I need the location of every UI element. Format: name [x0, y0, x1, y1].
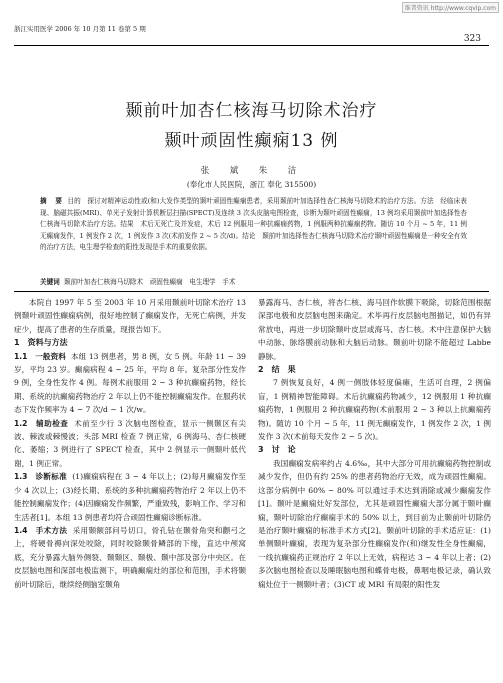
- subsection-1-2-text: 术前至少行 3 次脑电图检查，显示一侧颞区有尖波、棘波或棘慢波；头部 MRI 检查 7 例正常，6 例海马、杏仁核硬化、萎缩；3 例进行了 SPECT 检查，其中 2 例显示一侧颞叶低代谢，1 例正常。: [14, 418, 246, 468]
- subsection-1-1-text: 本组 13 例患者，男 8 例，女 5 例。年龄 11 ~ 39 岁，平均 23 岁。癫痫病程 4 ~ 25 年，平均 8 年。复杂部分性发作 9 例，全身性发作 4 例。每例术前服用 2 ~ 3 种抗癫痫药物，经长期、系统的抗癫痫药物治疗 2 年以上仍不能控制癫痫发作。在服药状态下发作频率为 4 ~ 7 次/d ~ 1 次/w。: [14, 351, 247, 415]
- intro-paragraph: 本院自 1997 年 5 至 2003 年 10 月采用颞前叶切除术治疗 13 例颞叶顽固性癫痫病例，很好地控制了癫痫发作，无死亡病例，并发症少，提高了患者的生存质量，现报告如下。: [14, 298, 246, 334]
- subsection-1-2: [14, 417, 246, 471]
- section-rule: [14, 291, 489, 292]
- affiliation: (奉化市人民医院，浙江 奉化 315500): [186, 180, 317, 189]
- subsection-1-4-text: 采用颞额部问号切口，骨孔钻在颞骨角突和颧弓之上，将硬骨褥向深处咬除，同时咬除颞骨鳞部的下缘，直达中颅窝底，充分暴露大脑外侧裂、颞颞区、颞极、颞中部及部分中央区。在皮层脑电图和深部电极监测下，明确癫痫灶的部位和范围，手术将颞前叶切除后，继续经侧脑室颞角: [14, 525, 247, 589]
- authors: 张 斌 朱 洁: [200, 166, 303, 176]
- subsection-1-3-title: 1.3 诊断标准: [14, 472, 67, 482]
- continued-paragraph: 暴露海马、杏仁核，将杏仁核、海马回作软膜下吸除，切除范围根据深部电极和皮层脑电图来确定。术毕再行皮层脑电图描记，如仍有异常放电，再进一步切除颞叶皮层或海马、杏仁核。术中注意保护大脑中动脉、脉络膜前动脉和大脑后动脉。颞前叶切除不能超过 Labbe 静脉。: [258, 298, 491, 361]
- header-rule: [14, 45, 489, 46]
- subsection-1-3-text: (1)癫痫病程在 3 ~ 4 年以上；(2)每月癫痫发作至少 4 次以上；(3)经长期、系统的多种抗癫痫药物治疗 2 年以上仍不能控制癫痫发作；(4)因癫痫发作频繁，严重致残，影响工作、学习和生活者[1]。本组 13 例患者均符合顽固性癫痫诊断标准。: [14, 472, 247, 522]
- keywords: [40, 277, 467, 288]
- subsection-1-4: [14, 524, 246, 591]
- title-line-1: 颞前叶加杏仁核海马切除术治疗: [125, 101, 378, 121]
- subsection-1-2-title: 1.2 辅助检查: [14, 418, 69, 428]
- title-line-2: 颞叶顽固性癫痫13 例: [164, 131, 339, 151]
- subsection-1-1: [14, 350, 246, 417]
- section-2-heading: 2 结 果: [258, 365, 296, 375]
- abstract: [40, 196, 467, 254]
- subsection-1-1-title: 1.1 一般资料: [14, 351, 66, 361]
- keywords-text: 颞前叶加杏仁核海马切除术 顽固性癫痫 电生理学 手术: [63, 278, 236, 286]
- keywords-label: 关键词: [40, 278, 60, 286]
- discussion-paragraph: 我国癫痫发病率约占 4.6‰，其中大部分可用抗癫痫药物控制或减少发作，但仍有约 25% 的患者药物治疗无效，成为顽固性癫痫。这部分病例中 60% ~ 80% 可以通过手术达到消除或减少癫痫发作[1]。颞叶是癫痫灶好发部位，尤其是顽固性癫痫大部分属于颞叶癫痫，颞叶切除治疗癫痫手术的 50% 以上，到目前为止颞前叶切除仍是治疗颞叶癫痫的标准手术方式[2]。颞前叶切除的手术适应证：(1)单侧颞叶癫痫，表现为复杂部分性癫痫发作(和)继发性全身性癫痫，一线抗癫痫药正规治疗 2 年以上无效，病程达 3 ~ 4 年以上者；(2)多次脑电图检查以及睡眠脑电图和蝶骨电极，鼻咽电极记录，确认致痫灶位于一侧颞叶者；(3)CT 或 MRI 有局限的阳性发: [258, 458, 491, 589]
- abstract-text: 目的 探讨对精神运动性或(和)大发作类型的颞叶顽固性癫痫患者，采用颞前叶加选择性杏仁核海马切除术的治疗方法。方法 经临床表现、脑磁共振(MRI)、单光子发射计算机断层扫描(SPECT)及连续 3 次头皮脑电图检查，诊断为颞叶顽固性癫痫，13 例均采用颞前叶加选择性杏仁核海马切除术治疗方法。结果 术后无死亡及并发症，术后 12 例服用一种抗癫痫药物，1 例服两种抗癫痫药物。随访 10 个月 ~ 5 年，11 例无癫痫发作，1 例发作 2 次，1 例发作 3 次(术前发作 2 ~ 5 次/d)。结论 颞前叶加选择性杏仁核海马切除术治疗颞叶顽固性癫痫是一种安全有效的治疗方法，电生理学检查的阳性发现是手术的重要依据。: [40, 197, 467, 252]
- section-3-heading: 3 讨 论: [258, 445, 296, 455]
- left-column: [14, 296, 246, 591]
- abstract-label: 摘 要: [40, 197, 64, 205]
- results-paragraph: 7 例恢复良好，4 例一侧肢体轻度偏瘫，生活可自理，2 例偏盲，1 例精神智能障碍。术后抗癫痫药物减少，12 例服用 1 种抗癫痫药物，1 例服用 2 种抗癫痫药物(术前服用 2 ~ 3 种以上抗癫痫药物)。随访 10 个月 ~ 5 年，11 例无癫痫发作，1 例发作 2 次，1 例发作 3 次(术前每天发作 2 ~ 5 次)。: [258, 378, 491, 442]
- page-number: 323: [463, 34, 481, 44]
- right-column: [258, 296, 491, 591]
- subsection-1-4-title: 1.4 手术方法: [14, 525, 68, 535]
- watermark: 维普资讯 http://www.cqvip.com: [402, 2, 499, 13]
- running-header: 浙江实用医学 2006 年 10 月第 11 卷第 5 期: [14, 25, 146, 33]
- section-1-heading: 1 资料与方法: [14, 338, 68, 348]
- subsection-1-3: [14, 470, 246, 524]
